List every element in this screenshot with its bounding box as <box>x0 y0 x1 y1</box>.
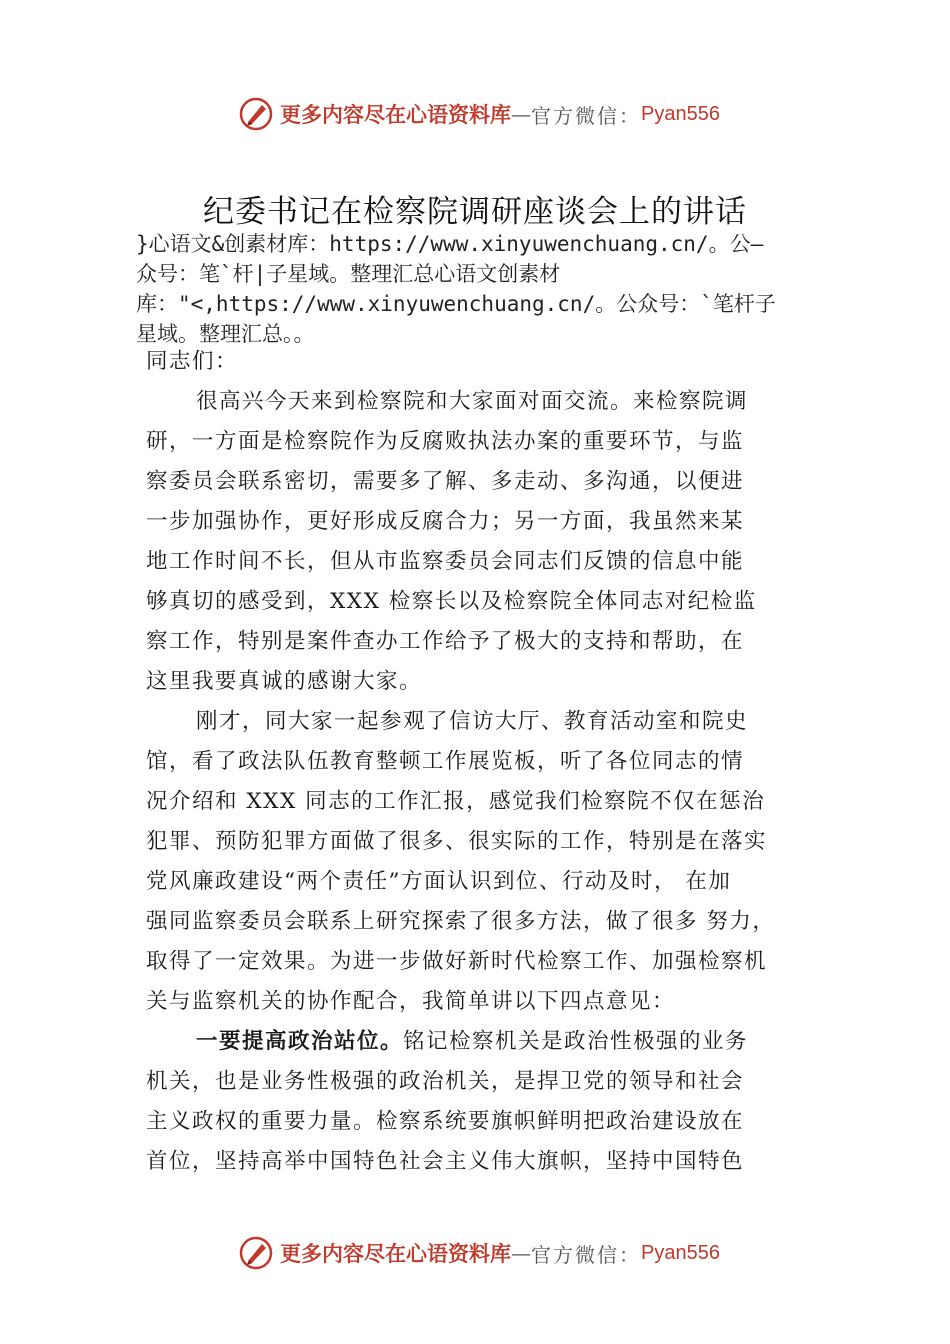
paragraph-2 <box>146 702 834 1022</box>
paragraph-line: 地工作时间不长，但从市监察委员会同志们反馈的信息中能 <box>146 549 745 574</box>
paragraph-line: 关与监察机关的协作配合，我简单讲以下四点意见： <box>146 989 676 1014</box>
pen-logo-icon <box>238 96 274 132</box>
banner-slogan: 更多内容尽在心语资料库 <box>280 1241 511 1266</box>
point-heading: 一要提高政治站位。 <box>196 1029 404 1054</box>
greeting: 同志们： <box>146 349 239 374</box>
meta-line: 众号：笔`杆|子星域。整理汇总心语文创素材 <box>136 262 561 286</box>
header-watermark-banner <box>238 94 798 134</box>
banner-wechat-id: Pyan556 <box>641 102 720 125</box>
meta-line: 库："<,https://www.xinyuwenchuang.cn/。公众号：`笔杆子 <box>136 292 776 316</box>
paragraph-3 <box>146 1022 834 1182</box>
banner-label: 官方微信： <box>531 103 641 128</box>
paragraph-line: 主义政权的重要力量。检察系统要旗帜鲜明把政治建设放在 <box>146 1109 745 1134</box>
banner-separator: — <box>511 1241 531 1265</box>
paragraph-line: 够真切的感受到，XXX 检察长以及检察院全体同志对纪检监 <box>146 589 757 614</box>
paragraph-line: 察工作，特别是案件查办工作给予了极大的支持和帮助，在 <box>146 629 745 654</box>
meta-line: 星域。整理汇总。。 <box>136 322 315 346</box>
paragraph-line: 这里我要真诚的感谢大家。 <box>146 669 423 694</box>
banner-wechat-id: Pyan556 <box>641 1241 720 1264</box>
footer-watermark-banner <box>238 1233 798 1273</box>
paragraph-line: 党风廉政建设“两个责任”方面认识到位、行动及时， 在加 <box>146 869 732 894</box>
paragraph-line: 研，一方面是检察院作为反腐败执法办案的重要环节，与监 <box>146 429 745 454</box>
document-body <box>146 342 834 1182</box>
document-title: 纪委书记在检察院调研座谈会上的讲话 <box>203 194 747 230</box>
meta-line: }心语文&创素材库：https://www.xinyuwenchuang.cn/。公— <box>136 232 764 256</box>
paragraph-1 <box>146 382 834 702</box>
paragraph-line: 察委员会联系密切，需要多了解、多走动、多沟通，以便进 <box>146 469 745 494</box>
banner-label: 官方微信： <box>531 1242 641 1267</box>
banner-separator: — <box>511 102 531 126</box>
paragraph-line: 机关，也是业务性极强的政治机关，是捍卫党的领导和社会 <box>146 1069 745 1094</box>
paragraph-line: 况介绍和 XXX 同志的工作汇报，感觉我们检察院不仅在惩治 <box>146 789 766 814</box>
banner-slogan: 更多内容尽在心语资料库 <box>280 102 511 127</box>
paragraph-line: 强同监察委员会联系上研究探索了很多方法，做了很多 努力， <box>146 909 776 934</box>
paragraph-line <box>146 1022 834 1062</box>
point-text: 铭记检察机关是政治性极强的业务 <box>403 1029 749 1054</box>
paragraph-line: 一步加强协作，更好形成反腐合力；另一方面，我虽然来某 <box>146 509 745 534</box>
source-meta <box>136 229 836 349</box>
paragraph-line: 馆，看了政法队伍教育整顿工作展览板，听了各位同志的情 <box>146 749 745 774</box>
paragraph-line: 取得了一定效果。为进一步做好新时代检察工作、加强检察机 <box>146 949 768 974</box>
paragraph-line: 刚才，同大家一起参观了信访大厅、教育活动室和院史 <box>196 709 749 734</box>
paragraph-line: 首位，坚持高举中国特色社会主义伟大旗帜，坚持中国特色 <box>146 1149 745 1174</box>
paragraph-line: 很高兴今天来到检察院和大家面对面交流。来检察院调 <box>196 389 749 414</box>
pen-logo-icon <box>238 1235 274 1271</box>
paragraph-line: 犯罪、预防犯罪方面做了很多、很实际的工作，特别是在落实 <box>146 829 768 854</box>
